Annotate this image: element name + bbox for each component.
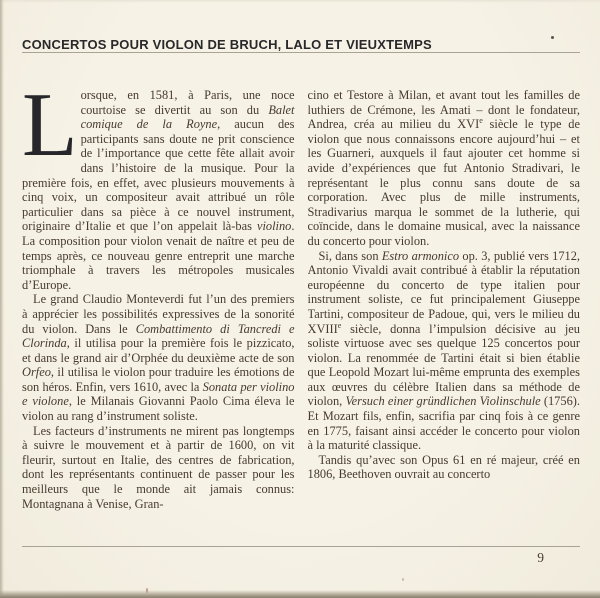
text-run: , le Milanais Giovanni Paolo Cima éleva le violon au rang d’instrument soliste. xyxy=(22,394,295,424)
paragraph xyxy=(308,249,581,453)
text-run: cino et Testore à Milan, et avant tout les familles de luthiers de Crémone, les Amati – dont le fondateur, Andrea, créa au milieu du XVI xyxy=(307,88,580,132)
footer-rule xyxy=(22,546,580,547)
scan-edge-bottom xyxy=(0,590,600,598)
italic-text-run: Orfeo xyxy=(22,365,51,380)
scan-edge-top xyxy=(0,0,600,3)
ink-dot xyxy=(551,36,554,39)
text-run: , aucun des participants sans doute ne prit conscience de l’importance que cette fête allait avoir dans l’histoire de la musique. Pour la première fois, en effet, avec plusieurs mouvements à cinq voix, un compositeur avait attribué un rôle particulier dans sa pièce à ce nouvel instrument, originaire d’Italie et que l’on appelait là-bas xyxy=(22,117,295,234)
text-column-right xyxy=(308,88,581,538)
superscript-text: e xyxy=(479,116,483,126)
italic-text-run: Balet comique de la Royne xyxy=(80,102,295,132)
text-run: Le grand Claudio Monteverdi fut l’un des premiers à apprécier les possibilités expressives de la sonorité du violon. Dans le xyxy=(22,292,295,336)
page-number: 9 xyxy=(537,550,544,565)
text-run: siècle, donna l’impulsion décisive au jeu soliste virtuose avec ses quelque 125 concertos pour violon. La renommée de Tartini était si bien établie que Leopold Mozart lui-même emprunta des exemples aux œuvres du célèbre Italien dans sa méthode de violon, xyxy=(307,321,580,409)
paragraph xyxy=(22,424,295,512)
page-title: CONCERTOS POUR VIOLON DE BRUCH, LALO ET VIEUXTEMPS xyxy=(22,36,432,52)
text-run: Les facteurs d’instruments ne mirent pas longtemps à suivre le mouvement et à partir de 1600, on vit fleurir, surtout en Italie, des centres de fabrication, dont les représentants continuent de passer pour les meilleurs que le monde ait jamais connus: Montagnana à Venise, Gran- xyxy=(22,423,295,511)
text-run: orsque, en 1581, à Paris, une noce courtoise se divertit au son du xyxy=(80,88,295,117)
paragraph xyxy=(308,453,581,482)
drop-cap: L xyxy=(22,88,78,175)
paragraph xyxy=(22,292,295,423)
paragraph xyxy=(308,88,581,249)
text-run: , il utilisa pour la première fois le pizzicato, et dans le grand air d’Orphée du deuxième acte de son xyxy=(22,336,295,365)
text-column-left xyxy=(22,88,295,538)
text-run: Si, dans son xyxy=(318,248,382,263)
text-run: op. 3, publié vers 1712, Antonio Vivaldi avait contribué à établir la réputation européenne du concerto de type italien pour instrument soliste, ce fut principalement Giuseppe Tartini, compositeur de Padoue, qui, vers le milieu du XVIII xyxy=(307,248,580,336)
italic-text-run: Combattimento di Tancredi e Clorinda xyxy=(22,321,295,351)
paragraph xyxy=(22,88,295,292)
article-body xyxy=(22,88,580,538)
title-rule xyxy=(22,52,580,53)
dust-speck xyxy=(402,578,404,581)
italic-text-run: violino xyxy=(256,219,292,234)
superscript-text: e xyxy=(337,320,342,330)
text-run: , il utilisa le violon pour traduire les émotions de son héros. Enfin, vers 1610, avec la xyxy=(22,365,295,394)
text-run: Tandis qu’avec son Opus 61 en ré majeur, créé en 1806, Beethoven ouvrait au concerto xyxy=(307,452,580,482)
italic-text-run: Estro armonico xyxy=(381,248,460,263)
scan-edge-left xyxy=(0,0,4,598)
text-run: . La composition pour violon venait de naître et peu de temps après, ce nouveau genre entreprit une marche triomphale à travers les métropoles musicales d’Europe. xyxy=(22,219,295,292)
text-run: (1756). Et Mozart fils, enfin, sacrifia par cinq fois à ce genre en 1775, faisant ainsi accéder le concerto pour violon à la maturité classique. xyxy=(307,394,580,453)
italic-text-run: Versuch einer gründlichen Violinschule xyxy=(345,394,541,409)
italic-text-run: Sonata per violino e violone xyxy=(22,379,295,409)
text-run: siècle le type de violon que nous connaissons encore aujourd’hui – et les Guarneri, auxquels il faut ajouter cet homme si avide d’expériences que fut Antonio Stradivari, le représentant le plus connu sans doute de sa corporation. Avec plus de mille instruments, Stradivarius marqua le sommet de la lutherie, qui coïncide, dans le domaine musical, avec la naissance du concerto pour violon. xyxy=(307,117,580,248)
